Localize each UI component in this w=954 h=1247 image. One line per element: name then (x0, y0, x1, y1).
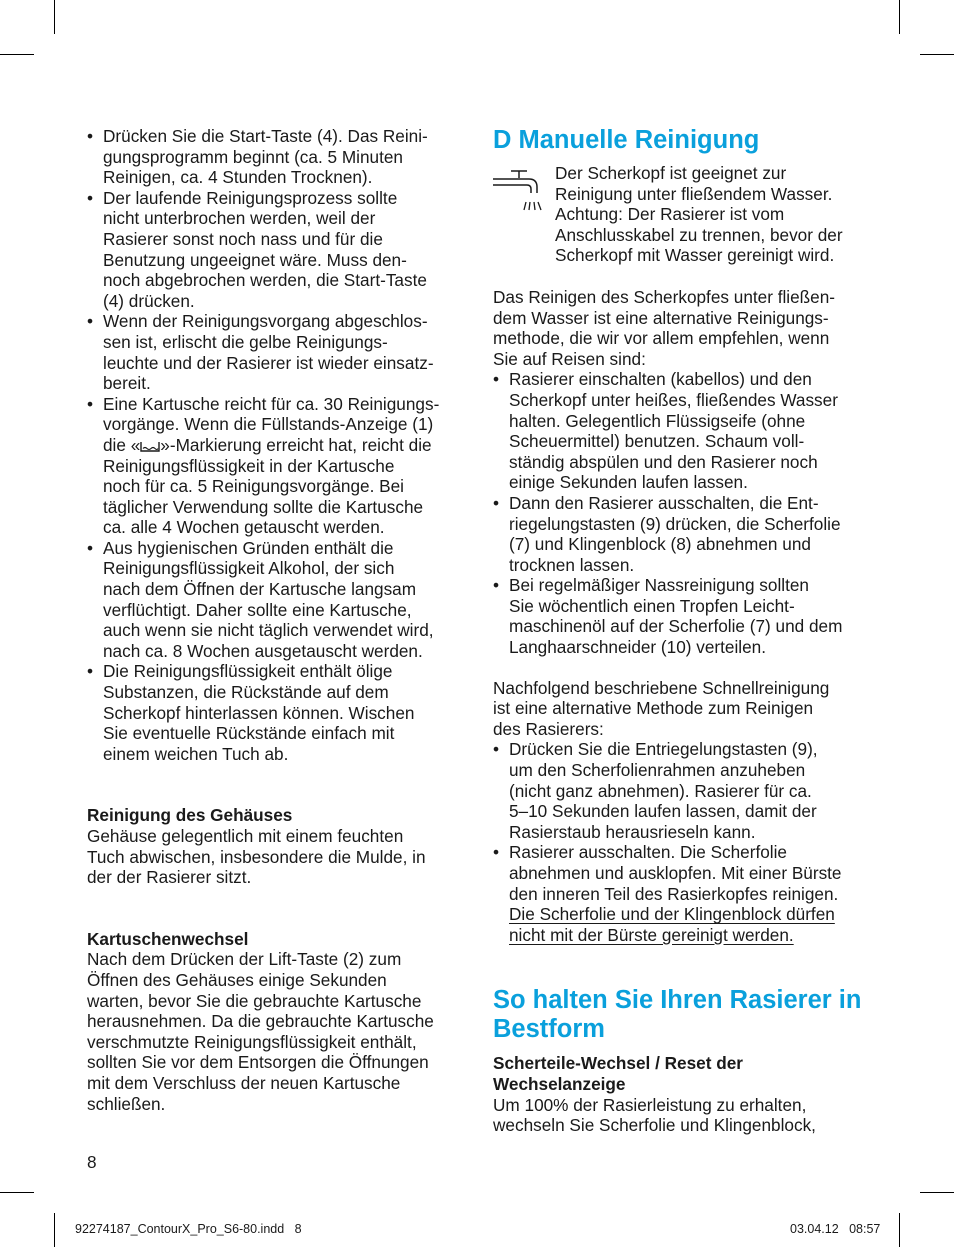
section-heading-maintenance: So halten Sie Ihren Rasierer in Bestform (493, 986, 862, 1044)
footer-date: 03.04.12 08:57 (790, 1222, 881, 1236)
crop-mark (0, 54, 34, 55)
cartridge-text: Nach dem Drücken der Lift-Taste (2) zum Öffnen des Gehäuses einige Sekunden warten, bevor Sie die gebrauchte Kartusche herausnehmen. Da die gebrauchte Kartusche verschmutzte Reinigungsflüssigkeit enthält, sollten Sie vor dem Entsorgen die Öffnungen mit dem Verschluss der neuen Kartusche schließen. (87, 949, 434, 1114)
quick-clean-list (493, 739, 873, 945)
parts-replacement-text: Um 100% der Rasierleistung zu erhalten, wechseln Sie Scherfolie und Klingenblock, (493, 1094, 816, 1136)
fill-level-mark-icon (140, 441, 160, 452)
parts-replacement-heading: Scherteile-Wechsel / Reset der Wechselanzeige (493, 1053, 743, 1094)
list-item: • Aus hygienischen Gründen enthält die Reinigungsflüssigkeit Alkohol, der sich nach dem Öffnen der Kartusche langsam verflüchtigt. Daher sollte eine Kartusche, auch wenn sie nicht täglich verwendet wird, nach ca. 8 Wochen ausgetauscht werden. (87, 538, 465, 662)
list-item: • Wenn der Reinigungsvorgang abgeschlos- sen ist, erlischt die gelbe Reinigungs- leuchte und der Rasierer ist wieder einsatz- bereit. (87, 311, 465, 393)
list-item: • Drücken Sie die Entriegelungstasten (9), um den Scherfolienrahmen anzuheben (nicht ganz abnehmen). Rasierer für ca. 5–10 Sekunden laufen lassen, damit der Rasierstaub herausrieseln kann. (493, 739, 873, 842)
water-note: Der Scherkopf ist geeignet zur Reinigung unter fließendem Wasser. Achtung: Der Rasierer ist vom Anschlusskabel zu trennen, bevor der Scherkopf mit Wasser gereinigt wird. (555, 163, 843, 266)
list-item: • Eine Kartusche reicht für ca. 30 Reinigungs- vorgänge. Wenn die Füllstands-Anzeige (1) die « »-Markierung erreicht hat, reicht die Reinigungsflüssigkeit in der Kartusche noch für ca. 5 Reinigungsvorgänge. Bei täglicher Verwendung sollte die Kartusche ca. alle 4 Wochen getauscht werden. (87, 394, 465, 538)
crop-mark (920, 1192, 954, 1193)
list-item: • Bei regelmäßiger Nassreinigung sollten Sie wöchentlich einen Tropfen Leicht- maschinenöl auf der Scherfolie (7) und dem Langhaarschneider (10) verteilen. (493, 575, 873, 657)
list-item: • Dann den Rasierer ausschalten, die Ent- riegelungstasten (9) drücken, die Scherfolie (7) und Klingenblock (8) abnehmen und trocknen lassen. (493, 493, 873, 575)
right-column (493, 126, 873, 1136)
crop-mark (54, 1213, 55, 1247)
crop-mark (0, 1192, 34, 1193)
manual-cleaning-list (493, 369, 873, 657)
page-number: 8 (87, 1152, 97, 1172)
housing-text: Gehäuse gelegentlich mit einem feuchten Tuch abwischen, insbesondere die Mulde, in der der Rasierer sitzt. (87, 826, 426, 888)
crop-mark (899, 1213, 900, 1247)
brush-warning: Die Scherfolie und der Klingenblock dürfen nicht mit der Bürste gereinigt werden. (509, 904, 835, 945)
footer-file-info: 92274187_ContourX_Pro_S6-80.indd 8 (75, 1222, 302, 1236)
list-item: • Rasierer einschalten (kabellos) und den Scherkopf unter heißes, fließendes Wasser halten. Gelegentlich Flüssigseife (ohne Scheuermittel) benutzen. Schaum voll- ständig abspülen und den Rasierer noch einige Sekunden laufen lassen. (493, 369, 873, 493)
left-column (87, 126, 465, 1114)
crop-mark (920, 54, 954, 55)
list-item: • Die Reinigungsflüssigkeit enthält ölige Substanzen, die Rückstände auf dem Scherkopf hinterlassen können. Wischen Sie eventuelle Rückstände einfach mit einem weichen Tuch ab. (87, 661, 465, 764)
list-item: • Der laufende Reinigungsprozess sollte nicht unterbrochen werden, weil der Rasierer sonst noch nass und für die Benutzung ungeeignet wäre. Muss den- noch abgebrochen werden, die Start-Taste (4) drücken. (87, 188, 465, 312)
list-item: • Drücken Sie die Start-Taste (4). Das Reini- gungsprogramm beginnt (ca. 5 Minuten Reinigen, ca. 4 Stunden Trocknen). (87, 126, 465, 188)
crop-mark (899, 0, 900, 34)
housing-heading: Reinigung des Gehäuses (87, 805, 293, 826)
quick-clean-intro: Nachfolgend beschriebene Schnellreinigung ist eine alternative Methode zum Reinigen des Rasierers: (493, 677, 830, 739)
intro-text: Das Reinigen des Scherkopfes unter fließen- dem Wasser ist eine alternative Reinigungs- methode, die wir vor allem empfehlen, wenn Sie auf Reisen sind: (493, 286, 836, 369)
cartridge-heading: Kartuschenwechsel (87, 928, 249, 949)
section-heading-manual-cleaning: D Manuelle Reinigung (493, 126, 760, 154)
water-tap-icon (493, 168, 545, 218)
cleaning-steps-list (87, 126, 465, 764)
list-item: • Rasierer ausschalten. Die Scherfolie abnehmen und ausklopfen. Mit einer Bürste den inneren Teil des Rasierkopfes reinigen. Die Scherfolie und der Klingenblock dürfen nicht mit der Bürste gereinigt werden. (493, 842, 873, 945)
crop-mark (54, 0, 55, 34)
